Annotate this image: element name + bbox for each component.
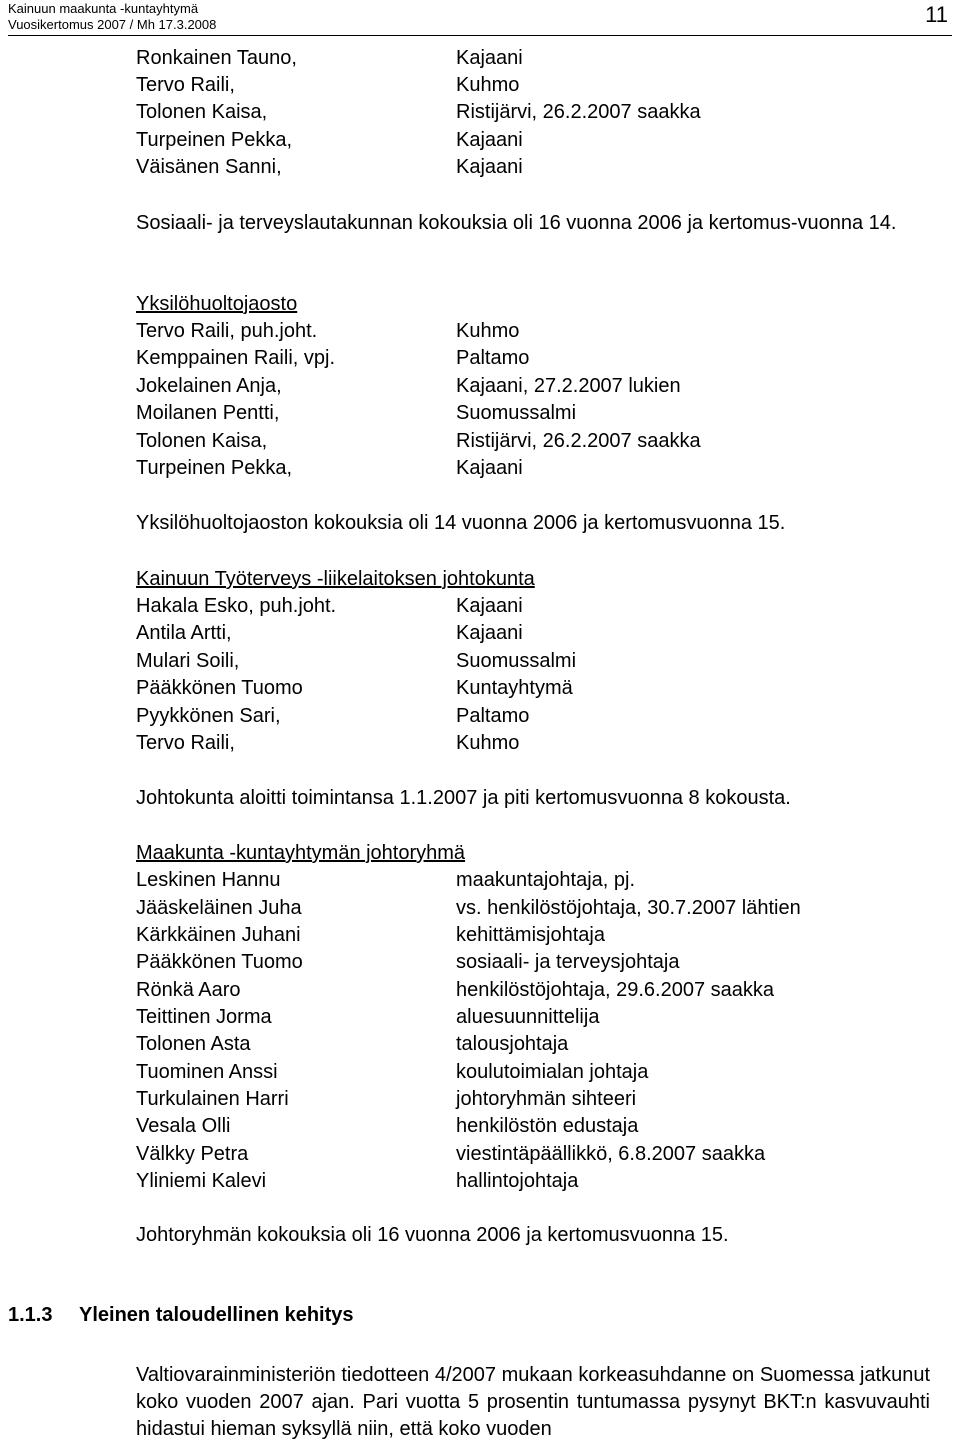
member-name: Väisänen Sanni, [136,156,282,178]
member-name: Pääkkönen Tuomo [136,677,303,699]
section-title: Yleinen taloudellinen kehitys [79,1304,354,1326]
member-name: Välkky Petra [136,1143,249,1165]
member-place: Kuhmo [456,320,520,342]
johtoryhma-meetings-note: Johtoryhmän kokouksia oli 16 vuonna 2006 ja kertomusvuonna 15. [136,1224,729,1246]
member-place: Ristijärvi, 26.2.2007 saakka [456,101,701,123]
member-role: koulutoimialan johtaja [456,1061,649,1083]
section-title-tyoterveys: Kainuun Työterveys -liikelaitoksen johtokunta [136,568,535,590]
member-place: Paltamo [456,347,530,369]
member-name: Kärkkäinen Juhani [136,924,301,946]
member-role: sosiaali- ja terveysjohtaja [456,951,680,973]
member-name: Pääkkönen Tuomo [136,951,303,973]
member-name: Tolonen Asta [136,1033,251,1055]
yksilo-meetings-note: Yksilöhuoltojaoston kokouksia oli 14 vuonna 2006 ja kertomusvuonna 15. [136,512,786,534]
member-name: Jääskeläinen Juha [136,897,302,919]
member-name: Tuominen Anssi [136,1061,278,1083]
member-role: hallintojohtaja [456,1170,579,1192]
section-title-johtoryhma: Maakunta -kuntayhtymän johtoryhmä [136,842,466,864]
member-place: Suomussalmi [456,650,577,672]
meetings-paragraph: Sosiaali- ja terveyslautakunnan kokouksia oli 16 vuonna 2006 ja kertomus-vuonna 14. [136,212,897,234]
member-name: Mulari Soili, [136,650,240,672]
member-role: kehittämisjohtaja [456,924,605,946]
member-name: Tolonen Kaisa, [136,101,268,123]
member-role: viestintäpäällikkö, 6.8.2007 saakka [456,1143,766,1165]
tyoterveys-meetings-note: Johtokunta aloitti toimintansa 1.1.2007 ja piti kertomusvuonna 8 kokousta. [136,787,791,809]
member-place: Ristijärvi, 26.2.2007 saakka [456,430,701,452]
member-role: aluesuunnittelija [456,1006,600,1028]
member-place: Kajaani [456,622,523,644]
member-role: vs. henkilöstöjohtaja, 30.7.2007 lähtien [456,897,801,919]
section-body: Valtiovarainministeriön tiedotteen 4/2007 mukaan korkeasuhdanne on Suomessa jatkunut koko vuoden 2007 ajan. Pari vuotta 5 prosentin tuntumassa pysynyt BKT:n kasvuvauhti hidastui hieman syksyllä niin, että koko vuoden [136,1364,930,1440]
member-place: Kuhmo [456,74,520,96]
member-name: Kemppainen Raili, vpj. [136,347,335,369]
member-place: Paltamo [456,705,530,727]
member-role: talousjohtaja [456,1033,569,1055]
member-name: Tolonen Kaisa, [136,430,268,452]
member-place: Kajaani [456,129,523,151]
member-name: Rönkä Aaro [136,979,241,1001]
member-name: Turpeinen Pekka, [136,457,293,479]
member-place: Kajaani [456,47,523,69]
member-name: Hakala Esko, puh.joht. [136,595,337,617]
member-role: johtoryhmän sihteeri [456,1088,637,1110]
header-rule [8,35,952,36]
member-place: Kuhmo [456,732,520,754]
member-place: Kajaani, 27.2.2007 lukien [456,375,681,397]
member-role: maakuntajohtaja, pj. [456,869,636,891]
member-name: Vesala Olli [136,1115,231,1137]
member-role: henkilöstön edustaja [456,1115,639,1137]
member-place: Kuntayhtymä [456,677,573,699]
member-name: Ronkainen Tauno, [136,47,297,69]
member-role: henkilöstöjohtaja, 29.6.2007 saakka [456,979,775,1001]
member-name: Leskinen Hannu [136,869,281,891]
member-place: Kajaani [456,595,523,617]
header-subtitle: Vuosikertomus 2007 / Mh 17.3.2008 [8,17,217,32]
member-name: Turkulainen Harri [136,1088,289,1110]
header-org: Kainuun maakunta -kuntayhtymä [8,1,199,16]
member-name: Pyykkönen Sari, [136,705,281,727]
section-number: 1.1.3 [8,1304,53,1326]
member-name: Turpeinen Pekka, [136,129,293,151]
member-name: Tervo Raili, [136,74,235,96]
page-number: 11 [925,2,948,27]
member-place: Kajaani [456,156,523,178]
member-place: Suomussalmi [456,402,577,424]
member-name: Jokelainen Anja, [136,375,282,397]
member-name: Teittinen Jorma [136,1006,272,1028]
member-place: Kajaani [456,457,523,479]
member-name: Moilanen Pentti, [136,402,280,424]
member-name: Tervo Raili, puh.joht. [136,320,318,342]
member-name: Yliniemi Kalevi [136,1170,267,1192]
member-name: Antila Artti, [136,622,232,644]
member-name: Tervo Raili, [136,732,235,754]
section-title-yksilohuoltojaosto: Yksilöhuoltojaosto [136,293,298,315]
